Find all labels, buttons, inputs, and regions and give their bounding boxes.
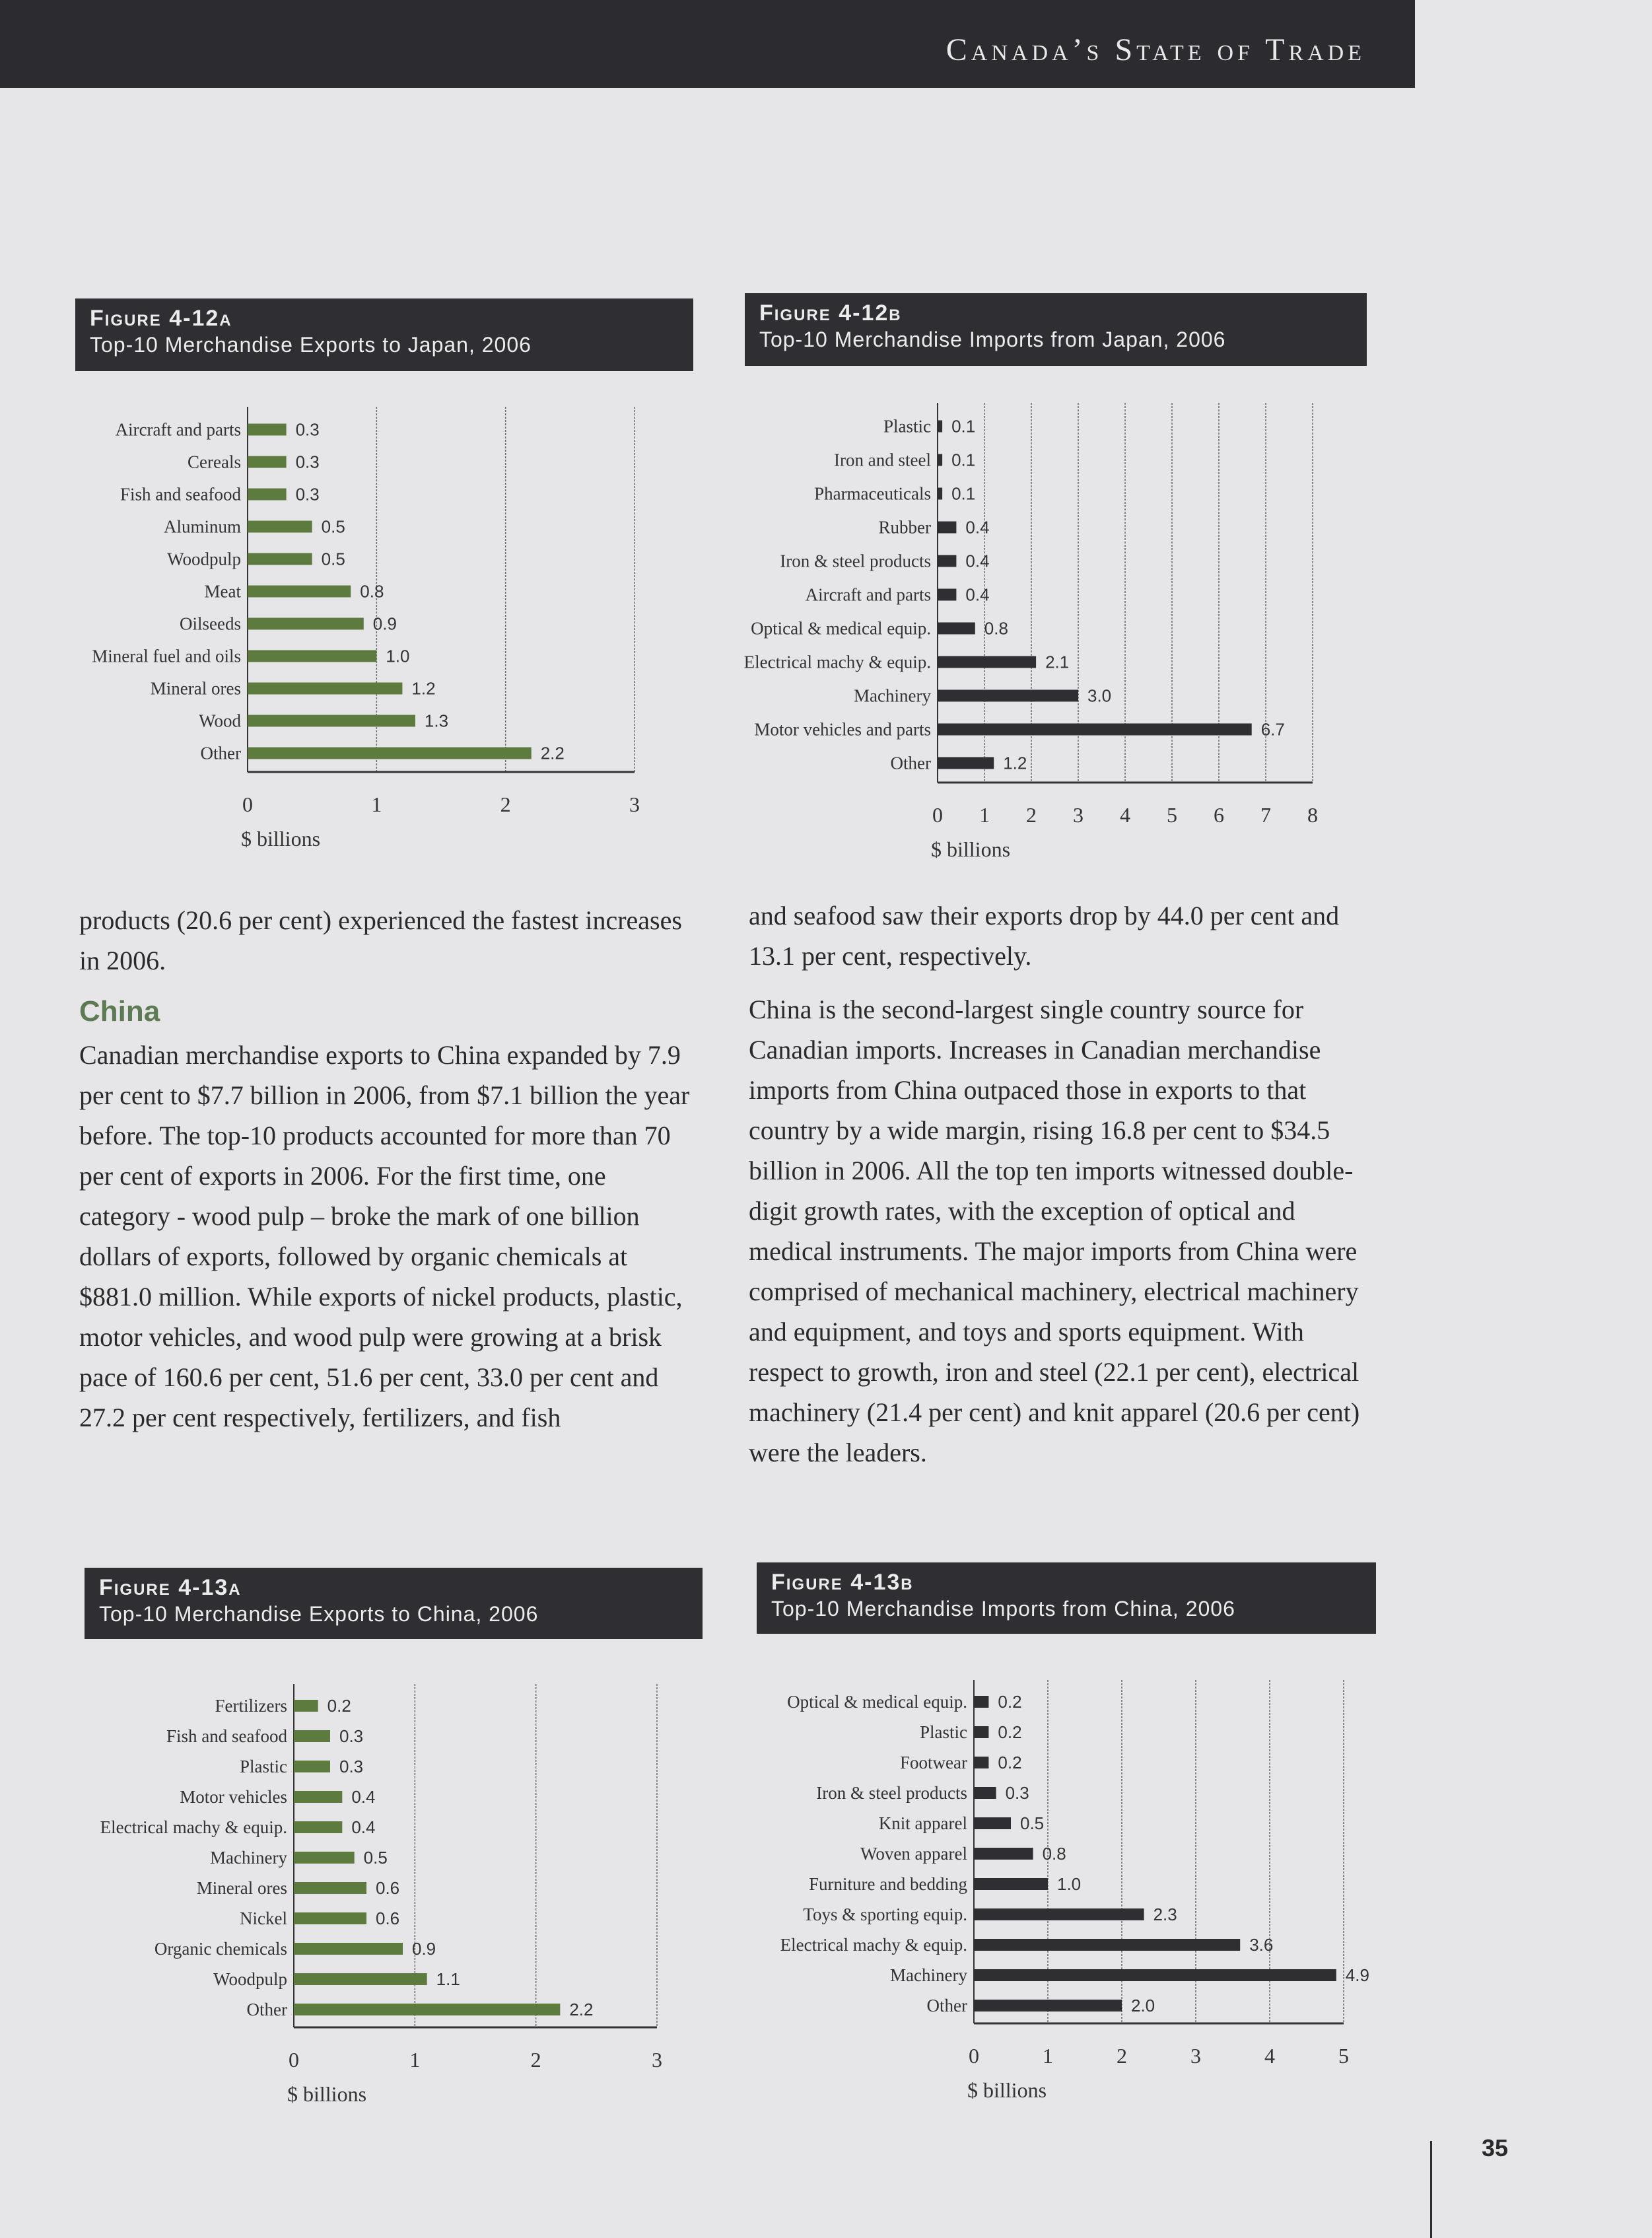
x-axis-label: $ billions [287,2082,367,2106]
bar [248,748,532,759]
bar [974,1969,1336,1981]
category-label: Electrical machy & equip. [743,652,931,672]
figure-number: Figure 4-13a [99,1575,242,1600]
category-label: Pharmaceuticals [814,483,931,504]
figure-number: Figure 4-12b [759,300,902,326]
category-label: Fertilizers [215,1696,287,1716]
bar [938,488,942,500]
bar [974,1757,988,1768]
bar [294,1973,427,1985]
data-label: 0.3 [339,1757,364,1776]
category-label: Fish and seafood [166,1726,287,1746]
category-label: Iron & steel products [780,551,931,571]
category-label: Fish and seafood [120,484,241,505]
data-label: 0.5 [321,549,345,569]
data-label: 2.1 [1045,652,1070,672]
figure-4-13b-header [757,1562,1376,1634]
data-label: 6.7 [1260,719,1285,740]
x-axis-label: $ billions [931,837,1011,861]
category-label: Machinery [210,1848,287,1868]
tick-label: 3 [1073,803,1084,827]
data-label: 0.2 [998,1722,1022,1742]
bar [248,424,287,436]
chart-svg [733,400,1393,862]
category-label: Machinery [890,1965,967,1985]
paragraph: Canadian merchandise exports to China expanded by 7.9 per cent to $7.7 billion in 2006, from $7.1 billion the year before. The top-10 products accounted for more than 70 per cent of exports in 2006. For the first time, one category - wood pulp – broke the mark of one billion dollars of exports, followed by organic chemicals at $881.0 million. While exports of nickel products, plastic, motor vehicles, and wood pulp were growing at a brisk pace of 160.6 per cent, 51.6 per cent, 33.0 per cent and 27.2 per cent respectively, fertilizers, and fish [79,1040,690,1432]
data-label: 0.5 [321,516,345,537]
data-label: 0.8 [1042,1844,1066,1864]
category-label: Mineral ores [150,678,241,699]
bar [974,1817,1011,1829]
tick-label: 7 [1260,803,1271,827]
category-label: Plastic [883,416,931,437]
tick-label: 2 [530,2048,541,2072]
bar [248,715,415,727]
bar [938,454,942,466]
data-label: 1.3 [424,711,449,731]
bar [938,522,956,534]
data-label: 2.2 [540,743,565,763]
category-label: Wood [199,711,241,731]
bar [248,489,287,501]
category-label: Other [926,1996,967,2015]
category-label: Knit apparel [878,1813,967,1833]
data-label: 1.0 [386,646,410,666]
tick-label: 3 [1190,2044,1201,2068]
left-text-column [79,900,693,1438]
tick-label: 1 [409,2048,421,2072]
data-label: 0.2 [998,1753,1022,1772]
data-label: 2.0 [1131,1996,1155,2015]
bar [974,1726,988,1738]
data-label: 3.6 [1249,1935,1274,1955]
category-label: Cereals [188,452,241,472]
paragraph: products (20.6 per cent) experienced the fastest increases in 2006. [79,905,682,975]
data-label: 0.3 [1005,1783,1029,1803]
tick-label: 0 [289,2048,299,2072]
bar [938,589,956,601]
data-label: 0.3 [295,484,320,505]
chart-svg [746,1677,1406,2113]
category-label: Optical & medical equip. [751,618,931,639]
bar [294,1882,366,1894]
figure-title: Top-10 Merchandise Imports from Japan, 2006 [759,328,1226,351]
data-label: 1.0 [1057,1874,1082,1894]
category-label: Aluminum [163,516,241,537]
data-label: 0.4 [965,584,990,605]
category-label: Iron & steel products [816,1783,967,1803]
category-label: Organic chemicals [154,1939,287,1959]
bar [294,1852,355,1864]
category-label: Nickel [240,1908,287,1928]
bar [248,650,376,662]
bar [974,1696,988,1708]
data-label: 0.1 [951,416,976,437]
data-label: 1.1 [436,1969,460,1989]
chart-exports-japan [66,404,700,866]
bar [248,586,351,598]
figure-4-12a-header [75,298,693,371]
bar [938,656,1036,668]
data-label: 0.4 [351,1787,376,1807]
category-label: Footwear [900,1753,967,1772]
x-axis-label: $ billions [241,827,321,851]
bar [294,1943,403,1955]
category-label: Electrical machy & equip. [100,1817,287,1837]
tick-label: 8 [1307,803,1318,827]
tick-label: 2 [1117,2044,1127,2068]
tick-label: 2 [1026,803,1037,827]
tick-label: 5 [1167,803,1177,827]
bar [974,1939,1240,1951]
category-label: Mineral fuel and oils [92,646,241,666]
category-label: Toys & sporting equip. [803,1905,967,1924]
tick-label: 1 [371,792,382,816]
bar [294,1912,366,1924]
bar [974,1878,1048,1890]
bar [938,555,956,567]
category-label: Other [200,743,241,763]
data-label: 0.2 [998,1692,1022,1712]
category-label: Woven apparel [860,1844,967,1864]
category-label: Aircraft and parts [115,419,241,440]
data-label: 0.4 [965,517,990,538]
figure-4-13a-header [85,1568,703,1639]
bar [294,1730,330,1742]
tick-label: 0 [242,792,253,816]
running-head: Canada’s State of Trade [946,32,1365,67]
category-label: Woodpulp [167,549,241,569]
tick-label: 1 [1043,2044,1053,2068]
category-label: Motor vehicles and parts [754,719,931,740]
bar [938,623,975,635]
category-label: Other [246,2000,287,2019]
bar [248,683,402,695]
chart-imports-japan [733,400,1393,862]
category-label: Aircraft and parts [805,584,931,605]
category-label: Plastic [240,1757,287,1776]
chart-exports-china [73,1681,706,2117]
data-label: 1.2 [1003,753,1027,773]
data-label: 2.2 [569,2000,594,2019]
bar [294,1700,318,1712]
tick-label: 6 [1214,803,1224,827]
figure-4-12b-header [745,293,1367,366]
bar [248,553,312,565]
data-label: 0.5 [1020,1813,1045,1833]
bar [248,618,364,630]
data-label: 2.3 [1153,1905,1177,1924]
bar [248,521,312,533]
chart-svg [73,1681,706,2117]
header-bar [0,0,1415,88]
data-label: 0.3 [339,1726,364,1746]
category-label: Mineral ores [196,1878,287,1898]
bar [938,421,942,433]
data-label: 0.3 [295,452,320,472]
tick-label: 0 [969,2044,979,2068]
right-text-column [749,895,1376,1473]
bar [294,1761,330,1772]
category-label: Rubber [878,517,931,538]
bar [294,1791,342,1803]
page-number: 35 [1481,2134,1508,2161]
chart-svg [66,404,700,866]
figure-number: Figure 4-12a [90,306,232,331]
chart-imports-china [746,1677,1406,2113]
category-label: Motor vehicles [180,1787,287,1807]
figure-title: Top-10 Merchandise Exports to China, 2006 [99,1602,539,1626]
tick-label: 3 [652,2048,662,2072]
bar [938,757,994,769]
data-label: 0.9 [412,1939,436,1959]
bar [974,1908,1144,1920]
data-label: 0.8 [360,581,384,602]
data-label: 0.2 [327,1696,351,1716]
tick-label: 3 [629,792,640,816]
data-label: 0.5 [363,1848,388,1868]
bar [938,724,1252,736]
data-label: 0.4 [965,551,990,571]
category-label: Oilseeds [180,613,241,634]
data-label: 1.2 [411,678,436,699]
tick-label: 0 [932,803,943,827]
tick-label: 1 [979,803,990,827]
bar [974,1787,996,1799]
section-heading: China [79,995,160,1028]
data-label: 0.9 [372,613,397,634]
data-label: 0.6 [376,1878,400,1898]
tick-label: 5 [1338,2044,1349,2068]
data-label: 0.1 [951,483,976,504]
bar [294,2004,560,2015]
paragraph: and seafood saw their exports drop by 44.0 per cent and 13.1 per cent, respectively. [749,901,1340,971]
tick-label: 2 [500,792,511,816]
bar [974,1848,1033,1860]
category-label: Woodpulp [213,1969,287,1989]
category-label: Optical & medical equip. [787,1692,967,1712]
category-label: Iron and steel [834,450,931,470]
category-label: Meat [204,581,241,602]
data-label: 0.1 [951,450,976,470]
figure-number: Figure 4-13b [771,1570,914,1595]
x-axis-label: $ billions [967,2078,1047,2102]
figure-title: Top-10 Merchandise Exports to Japan, 2006 [90,333,532,357]
category-label: Furniture and bedding [809,1874,967,1894]
tick-label: 4 [1264,2044,1275,2068]
paragraph: China is the second-largest single country source for Canadian imports. Increases in Canadian merchandise imports from China outpaced those in exports to that country by a wide margin, rising 16.8 per cent to $34.5 billion in 2006. All the top ten imports witnessed double-digit growth rates, with the exception of optical and medical instruments. The major imports from China were comprised of mechanical machinery, electrical machinery and equipment, and toys and sports equipment. With respect to growth, iron and steel (22.1 per cent), electrical machinery (21.4 per cent) and knit apparel (20.6 per cent) were the leaders. [749,995,1360,1467]
data-label: 0.4 [351,1817,376,1837]
category-label: Plastic [920,1722,967,1742]
bar [294,1821,342,1833]
data-label: 0.8 [984,618,1008,639]
bar [974,2000,1122,2011]
category-label: Other [890,753,931,773]
tick-label: 4 [1120,803,1130,827]
figure-title: Top-10 Merchandise Imports from China, 2006 [771,1597,1235,1621]
data-label: 0.3 [295,419,320,440]
bar [248,456,287,468]
page-number-rule [1430,2141,1432,2238]
data-label: 3.0 [1087,685,1112,706]
data-label: 0.6 [376,1908,400,1928]
category-label: Electrical machy & equip. [780,1935,967,1955]
bar [938,690,1078,702]
data-label: 4.9 [1345,1965,1369,1985]
category-label: Machinery [854,685,931,706]
